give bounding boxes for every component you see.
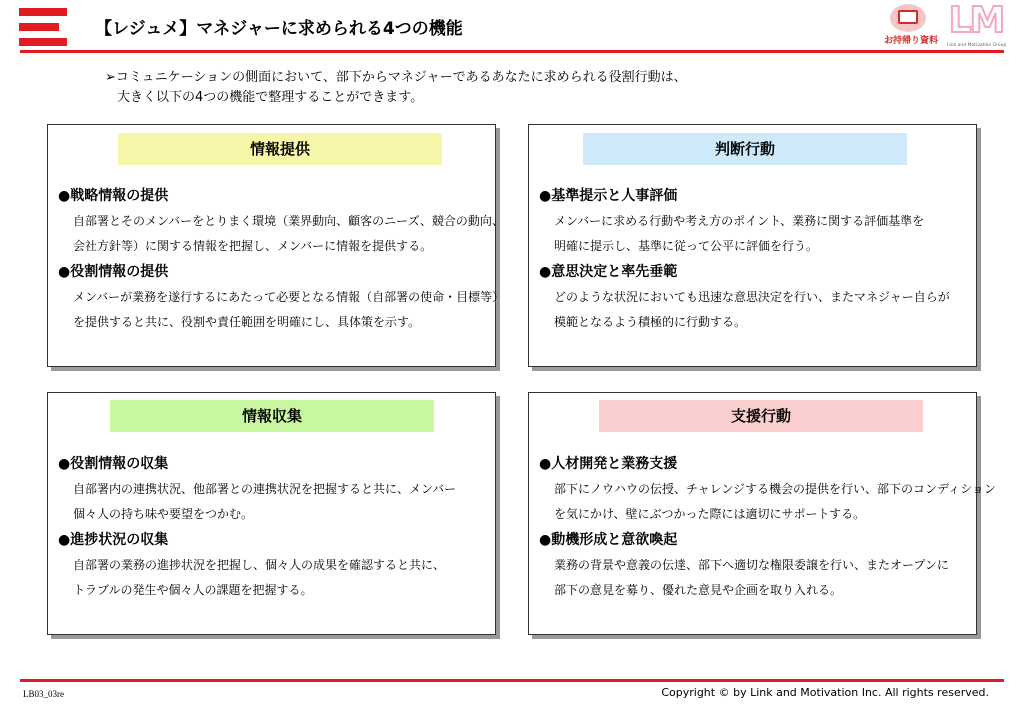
copyright-notice: Copyright © by Link and Motivation Inc. All rights reserved. (661, 686, 989, 699)
box-header: 情報収集 (110, 400, 434, 432)
box-support-action (528, 392, 996, 635)
list-item (539, 529, 949, 603)
box-header: 判断行動 (583, 133, 907, 165)
document-code: LB03_03re (23, 689, 64, 699)
lm-logo (947, 0, 1007, 51)
list-item (58, 261, 504, 335)
handout-label: お持帰り資料 (883, 36, 938, 46)
item-text-line: どのような状況においても迅速な意思決定を行い、またマネジャー自らが (554, 290, 950, 304)
header-divider (20, 50, 1004, 53)
list-item (539, 453, 996, 527)
list-item (539, 261, 950, 335)
intro-line-1: ➢コミュニケーションの側面において、部下からマネジャーであるあなたに求められる役割行動は、 (105, 70, 687, 85)
item-text-line: 個々人の持ち味や要望をつかむ。 (73, 507, 254, 521)
box-header: 支援行動 (599, 400, 923, 432)
intro-text (105, 68, 687, 108)
item-text-line: 自部署とそのメンバーをとりまく環境（業界動向、顧客のニーズ、競合の動向、 (73, 214, 504, 228)
item-text-line: 模範となるよう積極的に行動する。 (554, 315, 747, 329)
item-heading: ●基準提示と人事評価 (539, 188, 678, 204)
item-text-line: 自部署の業務の進捗状況を把握し、個々人の成果を確認すると共に、 (73, 558, 446, 572)
item-heading: ●戦略情報の提供 (58, 188, 169, 204)
company-logo-bars (19, 8, 69, 54)
item-text-line: 部下の意見を募り、優れた意見や企画を取り入れる。 (554, 583, 843, 597)
list-item (58, 453, 456, 527)
item-text-line: を提供すると共に、役割や責任範囲を明確にし、具体策を示す。 (73, 315, 421, 329)
item-text-line: メンバーに求める行動や考え方のポイント、業務に関する評価基準を (554, 214, 925, 228)
item-heading: ●役割情報の提供 (58, 264, 169, 280)
item-text-line: 明確に提示し、基準に従って公平に評価を行う。 (554, 239, 819, 253)
handout-badge (880, 4, 942, 44)
item-heading: ●人材開発と業務支援 (539, 456, 678, 472)
item-text-line: 会社方針等）に関する情報を把握し、メンバーに情報を提供する。 (73, 239, 433, 253)
briefcase-icon (898, 10, 918, 24)
item-text-line: 業務の背景や意義の伝達、部下へ適切な権限委譲を行い、またオープンに (554, 558, 949, 572)
footer-divider (20, 679, 1004, 682)
list-item (58, 185, 504, 259)
item-text-line: メンバーが業務を遂行するにあたって必要となる情報（自部署の使命・目標等） (73, 290, 505, 304)
item-text-line: 部下にノウハウの伝授、チャレンジする機会の提供を行い、部下のコンディション (554, 482, 996, 496)
item-text-line: を気にかけ、壁にぶつかった際には適切にサポートする。 (554, 507, 866, 521)
item-heading: ●進捗状況の収集 (58, 532, 169, 548)
item-text-line: 自部署内の連携状況、他部署との連携状況を把握すると共に、メンバー (73, 482, 457, 496)
intro-line-2: 大きく以下の4つの機能で整理することができます。 (117, 90, 424, 105)
item-text-line: トラブルの発生や個々人の課題を把握する。 (73, 583, 313, 597)
box-information-gathering (47, 392, 496, 635)
box-information-provision (47, 124, 505, 367)
list-item (58, 529, 445, 603)
item-heading: ●意思決定と率先垂範 (539, 264, 678, 280)
item-heading: ●動機形成と意欲喚起 (539, 532, 678, 548)
page-title: 【レジュメ】マネジャーに求められる4つの機能 (95, 19, 463, 39)
box-header: 情報提供 (118, 133, 442, 165)
lm-logo-caption: Link and Motivation Group (947, 43, 1007, 48)
box-judgment-action (528, 124, 977, 367)
list-item (539, 185, 924, 259)
item-heading: ●役割情報の収集 (58, 456, 169, 472)
lm-logo-letters: LM (948, 0, 1004, 41)
